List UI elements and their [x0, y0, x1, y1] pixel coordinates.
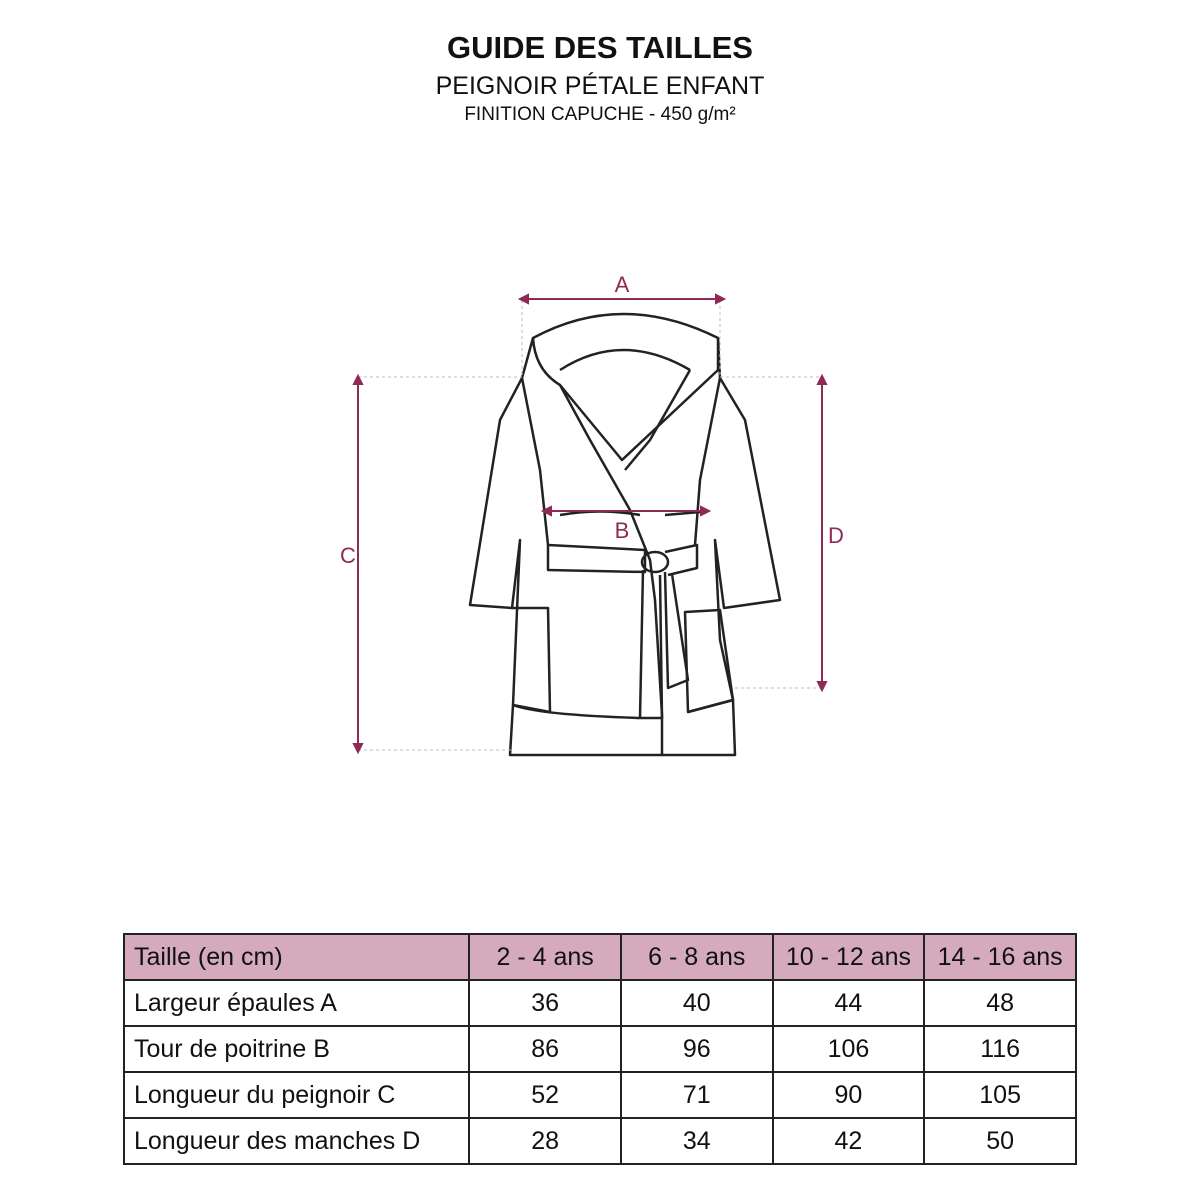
table-cell: 50 [924, 1118, 1076, 1164]
table-cell: 40 [621, 980, 773, 1026]
table-cell: 48 [924, 980, 1076, 1026]
column-header: Taille (en cm) [124, 934, 469, 980]
size-table [123, 933, 1077, 1165]
table-cell: 42 [773, 1118, 925, 1164]
table-row [124, 980, 1076, 1026]
table-header-row [124, 934, 1076, 980]
product-name: PEIGNOIR PÉTALE ENFANT [435, 72, 765, 100]
table-cell: 96 [621, 1026, 773, 1072]
table-row [124, 1118, 1076, 1164]
table-cell: 52 [469, 1072, 621, 1118]
table-cell: 36 [469, 980, 621, 1026]
row-label: Tour de poitrine B [124, 1026, 469, 1072]
table-row [124, 1072, 1076, 1118]
table-cell: 90 [773, 1072, 925, 1118]
table-cell: 44 [773, 980, 925, 1026]
row-label: Longueur du peignoir C [124, 1072, 469, 1118]
table-cell: 34 [621, 1118, 773, 1164]
row-label: Longueur des manches D [124, 1118, 469, 1164]
guide-lines [358, 300, 822, 750]
table-cell: 71 [621, 1072, 773, 1118]
table-cell: 86 [469, 1026, 621, 1072]
table-cell: 106 [773, 1026, 925, 1072]
table-row [124, 1026, 1076, 1072]
table-cell: 105 [924, 1072, 1076, 1118]
table-cell: 28 [469, 1118, 621, 1164]
column-header: 6 - 8 ans [621, 934, 773, 980]
label-b: B [614, 518, 630, 543]
column-header: 2 - 4 ans [469, 934, 621, 980]
column-header: 14 - 16 ans [924, 934, 1076, 980]
measure-arrows [354, 295, 826, 752]
product-detail: FINITION CAPUCHE - 450 g/m² [464, 104, 736, 125]
label-c: C [340, 543, 356, 568]
column-header: 10 - 12 ans [773, 934, 925, 980]
table-cell: 116 [924, 1026, 1076, 1072]
label-d: D [828, 523, 844, 548]
row-label: Largeur épaules A [124, 980, 469, 1026]
label-a: A [614, 272, 630, 297]
page-title: GUIDE DES TAILLES [446, 30, 753, 65]
